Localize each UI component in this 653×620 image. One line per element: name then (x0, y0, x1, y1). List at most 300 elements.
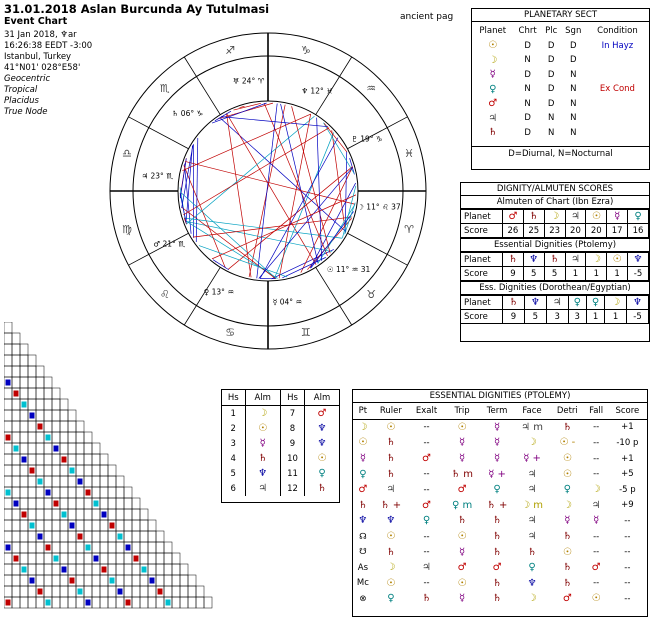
ess-cell: ♄ + (380, 499, 402, 511)
aspect-grid-cell (92, 586, 100, 597)
ess-point: ♀ (359, 468, 367, 480)
aspect-grid-cell (20, 597, 28, 608)
aspect-marker (38, 534, 43, 540)
planet-position-label: ♃ 23° ♏ (141, 171, 173, 181)
aspect-grid-cell (28, 553, 36, 564)
aspect-grid-cell (188, 597, 196, 608)
planetary-sect-panel (471, 8, 650, 170)
aspect-marker (22, 457, 27, 463)
aspect-grid-cell (84, 509, 92, 520)
aspect-grid-cell (36, 564, 44, 575)
aspect-grid-cell (36, 575, 44, 586)
aspect-grid-cell (124, 520, 132, 531)
aspect-grid-cell (36, 520, 44, 531)
aspect-marker (126, 600, 131, 606)
aspect-grid-cell (20, 498, 28, 509)
aspect-marker (38, 424, 43, 430)
aspect-grid-cell (28, 597, 36, 608)
aspect-grid-cell (196, 586, 204, 597)
ess-point: As (357, 562, 369, 573)
col-chrt: Chrt (518, 26, 537, 37)
aspect-grid-cell (28, 476, 36, 487)
aspect-marker (6, 380, 11, 386)
aspect-grid-cell (52, 388, 60, 399)
ess-cell: ☉ - (559, 437, 576, 449)
col-plc: Plc (545, 26, 558, 37)
aspect-grid-cell (36, 443, 44, 454)
ess-cell: ☉ (386, 531, 396, 543)
aspect-grid-cell (44, 509, 52, 520)
ess-header: Ruler (373, 403, 409, 419)
aspect-grid-cell (60, 443, 68, 454)
dignity-subtitle: Ess. Dignities (Dorothean/Egyptian) (461, 281, 649, 295)
ess-cell: -- (624, 515, 631, 526)
aspect-grid-cell (68, 531, 76, 542)
aspect-grid-cell (116, 476, 124, 487)
ess-cell: -5 p (619, 484, 636, 495)
aspect-grid-cell (108, 476, 116, 487)
aspect-grid-cell (60, 520, 68, 531)
dignity-title: DIGNITY/ALMUTEN SCORES (496, 184, 614, 194)
aspect-grid-cell (204, 597, 212, 608)
aspect-grid-cell (140, 575, 148, 586)
ess-cell: -- (423, 484, 430, 495)
ess-cell: ♄ (492, 531, 502, 543)
aspect-marker (134, 556, 139, 562)
planet-glyph: ☿ (489, 69, 496, 81)
house-number: 4 (230, 453, 236, 464)
aspect-grid-cell (180, 586, 188, 597)
aspect-grid-cell (4, 333, 12, 344)
ess-cell: ☽ (527, 593, 537, 605)
aspect-grid-cell (52, 465, 60, 476)
ess-point: ☿ (359, 453, 366, 465)
planet-glyph: ♀ (489, 83, 497, 95)
house-almuten: ☉ (305, 451, 340, 466)
dignity-table (461, 295, 649, 324)
aspect-line (183, 128, 329, 215)
sect-row (472, 53, 649, 68)
plc-value: N (548, 113, 555, 124)
aspect-line (311, 211, 354, 267)
ess-cell: ☉ (386, 577, 396, 589)
aspect-grid-cell (60, 597, 68, 608)
aspect-grid-cell (180, 597, 188, 608)
aspect-grid-cell (92, 476, 100, 487)
ess-header: Score (608, 403, 647, 419)
aspect-marker (14, 391, 19, 397)
aspect-grid-cell (4, 520, 12, 531)
aspect-grid-cell (44, 476, 52, 487)
aspect-grid-cell (44, 388, 52, 399)
ess-cell: ♂ (457, 562, 467, 574)
house-number: 2 (230, 423, 236, 434)
aspect-marker (118, 589, 123, 595)
aspect-grid-cell (116, 564, 124, 575)
house-almuten: ♄ (305, 481, 340, 496)
zodiac-sign-glyph: ♑ (300, 43, 311, 57)
ess-cell: ♄ (492, 515, 502, 527)
aspect-grid-cell (132, 564, 140, 575)
aspect-marker (158, 589, 163, 595)
essential-dignities-panel (352, 389, 648, 617)
aspect-grid-cell (20, 355, 28, 366)
aspect-line (182, 114, 310, 171)
aspect-grid-cell (60, 531, 68, 542)
condition-value (586, 126, 649, 141)
ess-cell: ♃ (527, 531, 537, 543)
aspect-grid-cell (124, 575, 132, 586)
aspect-lines (180, 103, 356, 279)
aspect-line (196, 138, 198, 242)
house-number: 9 (280, 436, 304, 451)
planet-glyph: ♄ (544, 253, 565, 267)
aspect-marker (110, 523, 115, 529)
aspect-ring (178, 101, 358, 281)
aspect-grid-cell (124, 586, 132, 597)
sect-row (472, 82, 649, 97)
aspect-grid-cell (20, 377, 28, 388)
aspect-grid-cell (12, 542, 20, 553)
sect-row (472, 97, 649, 112)
planet-glyph: ♄ (503, 253, 524, 267)
aspect-grid-cell (44, 410, 52, 421)
aspect-marker (62, 567, 67, 573)
planet-glyph: ♀ (586, 296, 604, 310)
aspect-marker (86, 600, 91, 606)
aspect-marker (54, 556, 59, 562)
aspect-grid-cell (36, 465, 44, 476)
aspect-marker (70, 468, 75, 474)
aspect-grid-cell (84, 586, 92, 597)
aspect-grid-cell (68, 564, 76, 575)
aspect-marker (6, 490, 11, 496)
aspect-marker (86, 545, 91, 551)
aspect-marker (14, 556, 19, 562)
house-cusp-line (128, 117, 188, 149)
aspect-grid-cell (132, 509, 140, 520)
aspect-grid-cell (36, 432, 44, 443)
aspect-grid-cell (76, 465, 84, 476)
aspect-grid-cell (68, 586, 76, 597)
zodiac-sign-glyph: ♋ (225, 326, 236, 340)
ess-header: Detri (550, 403, 585, 419)
ess-point: ♂ (358, 484, 368, 496)
aspect-grid-cell (100, 498, 108, 509)
aspect-grid-cell (60, 553, 68, 564)
house-cusps (110, 33, 426, 349)
aspect-grid-cell (36, 487, 44, 498)
chrt-value: D (524, 69, 531, 80)
ess-cell: ☿ (593, 515, 600, 527)
score-value: 1 (586, 310, 604, 324)
aspect-grid-cell (4, 344, 12, 355)
aspect-grid-cell (44, 421, 52, 432)
dignity-subtitle: Almuten of Chart (Ibn Ezra) (461, 195, 649, 209)
aspect-grid-cell (52, 597, 60, 608)
aspect-grid-cell (28, 377, 36, 388)
aspect-grid-cell (44, 564, 52, 575)
aspect-grid-cell (28, 498, 36, 509)
chrt-value: D (524, 127, 531, 138)
aspect-grid-cell (28, 487, 36, 498)
aspect-line (257, 103, 277, 278)
ess-cell: ☽ (386, 562, 396, 574)
zodiac-sign-glyph: ♓ (404, 147, 414, 161)
score-value: -5 (627, 310, 649, 324)
planet-glyph: ☽ (544, 210, 565, 224)
condition-value (586, 111, 649, 126)
aspect-grid-cell (36, 542, 44, 553)
ess-cell: -10 p (616, 437, 639, 448)
ess-cell: -- (624, 547, 631, 558)
aspect-grid-cell (100, 597, 108, 608)
aspect-marker (78, 479, 83, 485)
aspect-grid-cell (52, 399, 60, 410)
ess-cell: ♃ (527, 468, 537, 480)
ess-cell: ☿ (459, 437, 466, 449)
aspect-grid-cell (140, 553, 148, 564)
dignity-subtitle: Essential Dignities (Ptolemy) (461, 238, 649, 252)
ess-cell: +5 (621, 469, 634, 480)
ess-cell: ♄ (386, 468, 396, 480)
aspect-grid-cell (76, 553, 84, 564)
aspect-grid-cell (116, 553, 124, 564)
aspect-grid-cell (12, 520, 20, 531)
score-value: 3 (568, 310, 586, 324)
aspect-marker (14, 446, 19, 452)
aspect-grid-cell (68, 476, 76, 487)
planet-glyph: ☽ (586, 253, 607, 267)
aspect-marker (78, 589, 83, 595)
aspect-grid-cell (92, 564, 100, 575)
condition-value (586, 53, 649, 68)
aspect-grid-cell (108, 597, 116, 608)
score-value: 3 (546, 310, 568, 324)
aspect-grid-cell (108, 553, 116, 564)
aspect-line (228, 167, 352, 270)
ess-cell: ♄ (386, 437, 396, 449)
aspect-grid-cell (124, 487, 132, 498)
aspect-marker (46, 435, 51, 441)
chrt-value: D (524, 40, 531, 51)
aspect-grid-cell (28, 432, 36, 443)
aspect-grid-cell (4, 355, 12, 366)
aspect-marker (166, 600, 171, 606)
aspect-grid-cell (132, 520, 140, 531)
aspect-grid-cell (28, 421, 36, 432)
aspect-grid-cell (84, 575, 92, 586)
score-value: 20 (565, 224, 586, 238)
score-row-label: Score (461, 310, 503, 324)
aspect-grid-cell (60, 487, 68, 498)
aspect-grid-cell (76, 575, 84, 586)
ess-cell: ♂ (422, 499, 432, 511)
sgn-value: N (570, 113, 577, 124)
planet-position-label: ☉ 11° ♒ 31 (326, 264, 371, 274)
aspect-grid-cell (20, 542, 28, 553)
aspect-grid-cell (20, 410, 28, 421)
dignity-scores-panel (460, 182, 650, 342)
aspect-grid-cell (68, 487, 76, 498)
ess-header: Pt (353, 403, 373, 419)
aspect-grid-cell (12, 333, 20, 344)
ess-cell: ☿ (494, 437, 501, 449)
aspect-grid-cell (20, 465, 28, 476)
aspect-grid-cell (140, 597, 148, 608)
ess-cell: ☉ (562, 468, 572, 480)
house-number: 8 (280, 421, 304, 436)
ess-point: ☋ (359, 547, 367, 558)
aspect-grid-cell (132, 498, 140, 509)
zodiac-sign-glyph: ♍ (122, 222, 132, 236)
sect-row (472, 68, 649, 83)
aspect-grid-cell (4, 443, 12, 454)
aspect-grid-cell (12, 377, 20, 388)
aspect-grid-cell (12, 509, 20, 520)
aspect-line (180, 158, 186, 198)
zodiac-sign-glyph: ♊ (300, 326, 311, 340)
ess-cell: ☽ (527, 437, 537, 449)
aspect-grid-cell (84, 443, 92, 454)
aspect-grid-cell (28, 443, 36, 454)
meta-place: Istanbul, Turkey (4, 52, 72, 62)
aspect-grid-cell (20, 366, 28, 377)
aspect-line (282, 257, 325, 277)
aspect-grid-cell (84, 476, 92, 487)
aspect-grid-cell (12, 344, 20, 355)
aspect-grid-cell (140, 509, 148, 520)
aspect-marker (30, 578, 35, 584)
ess-header: Trip (444, 403, 480, 419)
aspect-grid-cell (156, 575, 164, 586)
ess-cell: ♄ (422, 593, 432, 605)
ess-cell: ♀ (563, 484, 571, 496)
house-almuten: ♀ (305, 466, 340, 481)
ess-cell: ♃ m (521, 421, 543, 433)
ess-cell: ☿ (494, 421, 501, 433)
aspect-grid-cell (4, 509, 12, 520)
aspect-grid-cell (156, 531, 164, 542)
aspect-grid-cell (44, 586, 52, 597)
ess-cell: -- (593, 453, 600, 464)
aspect-marker (142, 567, 147, 573)
aspect-grid-cell (12, 399, 20, 410)
aspect-marker (110, 578, 115, 584)
house-almuten: ☉ (245, 421, 280, 436)
house-number: 10 (280, 451, 304, 466)
aspect-grid-cell (12, 355, 20, 366)
aspect-grid-cell (36, 509, 44, 520)
score-value: 26 (503, 224, 524, 238)
aspect-grid-cell (140, 531, 148, 542)
planet-position-label: ♀ 13° ♒ (203, 287, 235, 297)
aspect-grid-cell (44, 531, 52, 542)
meta-coords: 41°N01' 028°E58' (4, 63, 81, 73)
planet-glyph: ♆ (523, 253, 544, 267)
ess-header: Face (514, 403, 550, 419)
aspect-grid-cell (100, 575, 108, 586)
planet-glyph: ☉ (488, 40, 498, 52)
ess-cell: ♃ (422, 562, 432, 574)
planet-glyph: ☽ (605, 296, 627, 310)
aspect-grid-cell (4, 553, 12, 564)
aspect-grid-cell (4, 476, 12, 487)
aspect-grid-cell (148, 586, 156, 597)
aspect-marker (6, 600, 11, 606)
aspect-line (185, 221, 332, 251)
aspect-grid-cell (164, 586, 172, 597)
aspect-grid-cell (92, 487, 100, 498)
aspect-grid-cell (28, 531, 36, 542)
ess-point: Mc (356, 578, 369, 589)
aspect-marker (102, 567, 107, 573)
aspect-grid-cell (84, 454, 92, 465)
ess-cell: ♂ (591, 562, 601, 574)
condition-value (586, 97, 649, 112)
condition-value: Ex Cond (599, 84, 635, 95)
meta-date: 31 Jan 2018, ♆ar (4, 30, 77, 40)
aspect-grid-cell (92, 465, 100, 476)
aspect-grid-cell (156, 564, 164, 575)
chart-wheel (90, 28, 445, 353)
ess-cell: -- (624, 562, 631, 573)
aspect-grid-cell (60, 586, 68, 597)
aspect-grid-cell (164, 564, 172, 575)
score-value: 5 (524, 310, 546, 324)
aspect-grid-cell (172, 564, 180, 575)
ess-cell: ♆ (386, 515, 396, 527)
aspect-grid-cell (12, 487, 20, 498)
aspect-marker (30, 413, 35, 419)
aspect-grid-cell (148, 553, 156, 564)
ess-cell: ☉ (457, 577, 467, 589)
ess-cell: -- (423, 437, 430, 448)
aspect-grid-cell (100, 520, 108, 531)
ess-cell: ☉ (562, 546, 572, 558)
aspect-marker (62, 457, 67, 463)
planet-position-label: ♅ 24° ♈ (232, 76, 265, 86)
ess-cell: ☿ (564, 515, 571, 527)
aspect-grid-cell (12, 476, 20, 487)
chart-meta (4, 30, 92, 118)
aspect-grid-cell (100, 487, 108, 498)
ess-cell: ♂ (492, 562, 502, 574)
aspect-grid-cell (4, 366, 12, 377)
aspect-grid-cell (76, 520, 84, 531)
ess-cell: ♀ (387, 593, 395, 605)
aspect-grid-cell (68, 443, 76, 454)
house-number: 5 (230, 468, 236, 479)
aspect-grid-cell (188, 586, 196, 597)
planet-glyph: ♃ (546, 296, 568, 310)
ancient-label: ancient pag (400, 12, 454, 22)
house-almuten: ♂ (305, 406, 340, 422)
zodiac-sign-glyph: ♈ (404, 222, 414, 236)
aspect-grid-cell (76, 443, 84, 454)
dignity-table (461, 252, 649, 281)
aspect-grid-cell (44, 443, 52, 454)
ess-cell: ♃ (527, 515, 537, 527)
ess-cell: -- (423, 422, 430, 433)
meta-setting-1: Geocentric (4, 74, 51, 84)
aspect-grid-cell (60, 410, 68, 421)
ess-cell: +9 (621, 500, 634, 511)
aspect-grid-cell (60, 575, 68, 586)
ess-point: ♄ (358, 499, 368, 511)
planet-position-label: ☽ 11° ♌ 37 (357, 202, 401, 212)
ess-point: ☉ (358, 437, 368, 449)
